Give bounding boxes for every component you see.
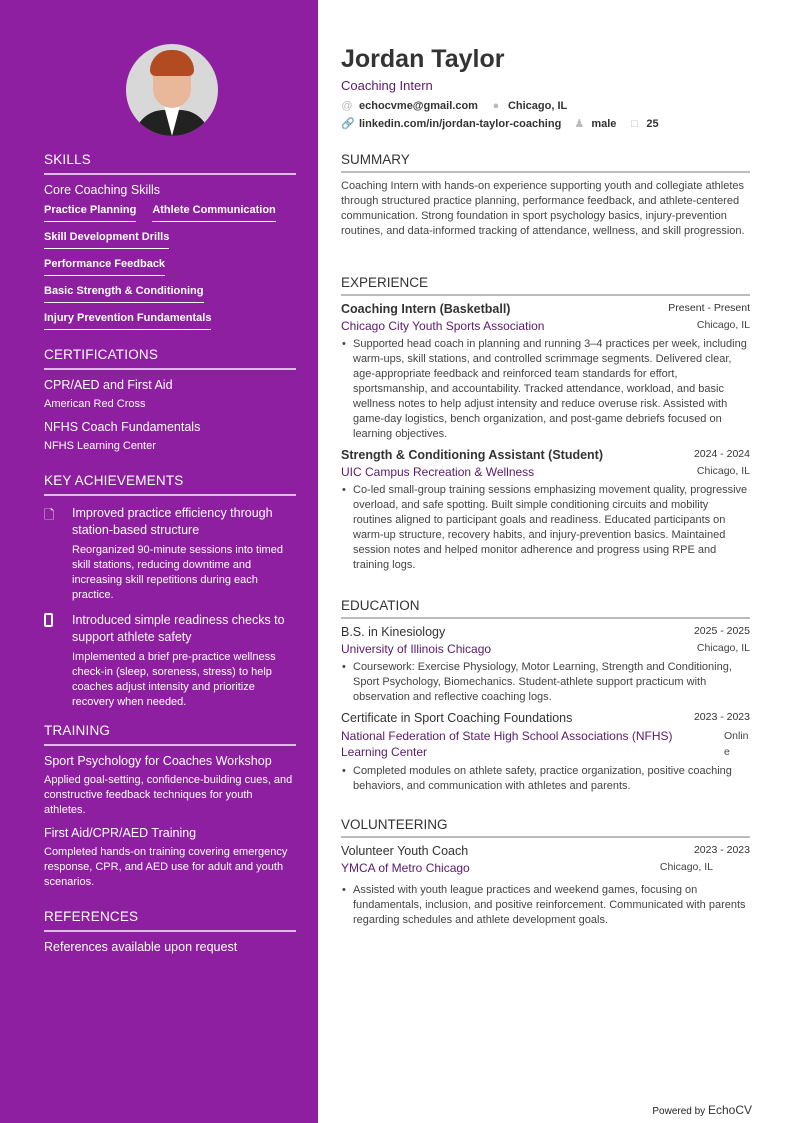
cert-issuer: American Red Cross <box>44 398 146 410</box>
volunteer-org: YMCA of Metro Chicago <box>341 861 470 875</box>
edu-bullet: • Completed modules on athlete safety, practice organization, positive coaching behaviors, and communication with athletes and parents. <box>353 764 750 794</box>
job-dates: 2024 - 2024 <box>693 448 750 460</box>
skill-chip: Basic Strength & Conditioning <box>44 282 204 303</box>
job-dates: Present - Present <box>668 302 750 314</box>
training-desc: Applied goal-setting, confidence-building cues, and constructive feedback techniques for youth athletes. <box>44 774 293 816</box>
education-section <box>341 598 750 794</box>
experience-item <box>341 448 750 573</box>
job-location: Chicago, IL <box>696 319 750 331</box>
age: 25 <box>646 117 659 130</box>
job-org: UIC Campus Recreation & Wellness <box>341 465 535 479</box>
volunteer-dates: 2023 - 2023 <box>693 844 750 856</box>
volunteer-role: Volunteer Youth Coach <box>341 844 469 858</box>
achievement-item <box>44 505 296 603</box>
edu-location: Chicago, IL <box>696 642 750 654</box>
volunteer-location: Chicago, IL <box>659 861 713 873</box>
training-section <box>44 723 296 890</box>
skill-chip: Performance Feedback <box>44 255 165 276</box>
achievement-title: Improved practice efficiency through station-based structure <box>72 506 273 537</box>
email[interactable]: echocvme@gmail.com <box>359 100 478 112</box>
experience-section <box>341 275 750 573</box>
location-pin-icon: ● <box>492 100 500 112</box>
cert-name: NFHS Coach Fundamentals <box>44 420 201 434</box>
skill-group-title: Core Coaching Skills <box>44 183 161 197</box>
volunteering-item <box>341 844 750 928</box>
edu-dates: 2023 - 2023 <box>693 711 750 723</box>
school: University of Illinois Chicago <box>341 642 492 656</box>
calendar-icon: □ <box>631 117 638 130</box>
volunteering-section <box>341 817 750 928</box>
powered-by: Powered by <box>652 1106 706 1117</box>
certifications-section <box>44 347 296 454</box>
achievements-heading: KEY ACHIEVEMENTS <box>44 473 296 496</box>
certifications-heading: CERTIFICATIONS <box>44 347 296 370</box>
degree: B.S. in Kinesiology <box>341 625 446 639</box>
volunteering-heading: VOLUNTEERING <box>341 817 750 838</box>
gender: male <box>591 117 617 130</box>
education-item <box>341 711 750 794</box>
location: Chicago, IL <box>507 100 568 112</box>
candidate-name: Jordan Taylor <box>341 45 505 73</box>
job-location: Chicago, IL <box>696 465 750 477</box>
education-item <box>341 625 750 705</box>
edu-location: Online <box>724 730 749 758</box>
job-bullet: • Co-led small-group training sessions emphasizing movement quality, progressive overload, and safe spotting. Built simple conditioning circuits and mobility routines aligned to participant goals and readiness. Educated participants on warm-up structure, recovery habits, and injury-prevention basics. Maintained session notes and helped monitor adherence and progress using RPE and training logs. <box>353 483 750 573</box>
profile-photo <box>126 44 218 136</box>
skill-chip: Athlete Communication <box>152 201 275 222</box>
job-org: Chicago City Youth Sports Association <box>341 319 545 333</box>
achievement-desc: Reorganized 90-minute sessions into timed skill stations, reducing downtime and increasing skill repetitions during each practice. <box>72 544 283 601</box>
phone-icon <box>44 612 60 710</box>
training-title: Sport Psychology for Coaches Workshop <box>44 754 272 768</box>
references-heading: REFERENCES <box>44 909 296 932</box>
achievement-title: Introduced simple readiness checks to support athlete safety <box>72 613 285 644</box>
summary-heading: SUMMARY <box>341 152 750 173</box>
references-section <box>44 909 296 954</box>
brand-link[interactable]: EchoCV <box>707 1103 752 1117</box>
experience-item <box>341 302 750 442</box>
achievement-item <box>44 612 296 710</box>
summary-section <box>341 152 750 239</box>
candidate-title: Coaching Intern <box>341 78 433 93</box>
link-icon: 🔗 <box>341 118 355 130</box>
summary-text: Coaching Intern with hands-on experience supporting youth and collegiate athletes through structured practice planning, performance feedback, and athlete-centered communication. Strong foundation in sport psychology basics, injury-prevention routines, and data-informed tracking of attendance, wellness, and skill progression. <box>341 180 745 237</box>
footer <box>652 1103 752 1117</box>
training-desc: Completed hands-on training covering emergency response, CPR, and AED use for adult and youth scenarios. <box>44 846 288 888</box>
skill-chip: Practice Planning <box>44 201 136 222</box>
cert-name: CPR/AED and First Aid <box>44 378 173 392</box>
references-text: References available upon request <box>44 940 238 954</box>
linkedin[interactable]: linkedin.com/in/jordan-taylor-coaching <box>359 117 562 130</box>
volunteer-bullet: • Assisted with youth league practices and weekend games, focusing on fundamentals, inclusion, and positive reinforcement. Communicated with parents regarding schedules and athlete development goals. <box>353 883 750 928</box>
experience-heading: EXPERIENCE <box>341 275 750 296</box>
degree: Certificate in Sport Coaching Foundations <box>341 711 573 725</box>
job-title: Strength & Conditioning Assistant (Student) <box>341 448 604 462</box>
job-title: Coaching Intern (Basketball) <box>341 302 511 316</box>
achievements-section <box>44 473 296 710</box>
at-icon: @ <box>341 100 353 112</box>
achievement-desc: Implemented a brief pre-practice wellness check-in (sleep, soreness, stress) to help coaches adjust intensity and prioritize recovery when needed. <box>72 651 276 708</box>
skill-chip: Injury Prevention Fundamentals <box>44 309 211 330</box>
edu-dates: 2025 - 2025 <box>693 625 750 637</box>
training-title: First Aid/CPR/AED Training <box>44 826 197 840</box>
job-bullet: • Supported head coach in planning and running 3–4 practices per week, including warm-ups, skill stations, and controlled scrimmage segments. Delivered clear, age-appropriate feedback and reinforced team standards for effort, sportsmanship, and accountability. Tracked attendance, workload, and basic wellness notes to help adjust intensity and reduce overuse risk. Assisted with game-day logistics, bench organization, and post-game debriefs focused on learning objectives. <box>353 337 750 442</box>
education-heading: EDUCATION <box>341 598 750 619</box>
skills-section <box>44 152 296 332</box>
skill-chip: Skill Development Drills <box>44 228 169 249</box>
edu-bullet: • Coursework: Exercise Physiology, Motor Learning, Strength and Conditioning, Sport Psychology, Biomechanics. Student-athlete support practicum with observation and reflective coaching logs. <box>353 660 750 705</box>
training-heading: TRAINING <box>44 723 296 746</box>
document-icon: 🗋 <box>44 507 55 522</box>
sidebar <box>0 0 318 1123</box>
cert-issuer: NFHS Learning Center <box>44 440 156 452</box>
skills-heading: SKILLS <box>44 152 296 175</box>
person-icon: ♟ <box>574 118 585 130</box>
school: National Federation of State High School Associations (NFHS) Learning Center <box>341 729 673 759</box>
